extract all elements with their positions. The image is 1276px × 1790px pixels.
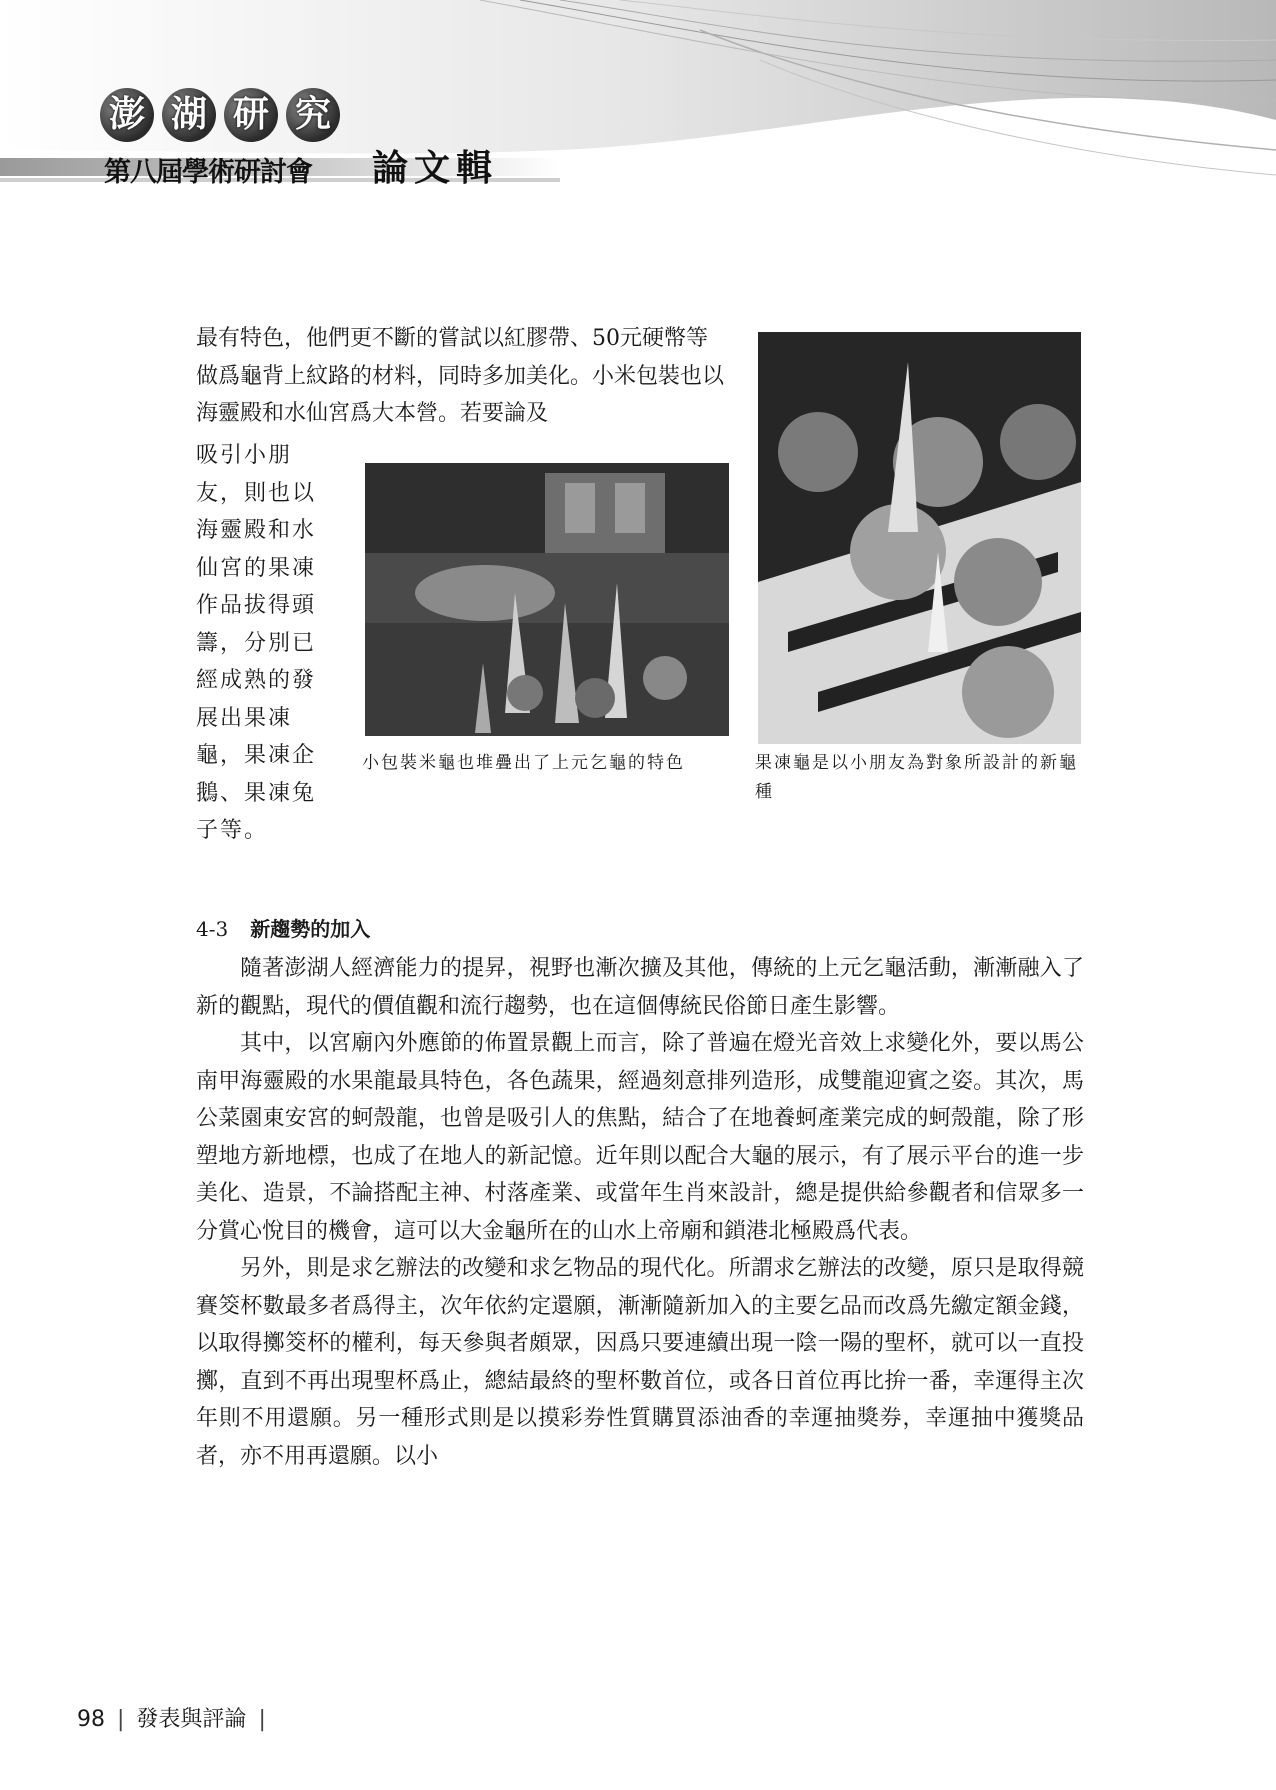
footer-section: 發表與評論 xyxy=(136,1707,247,1732)
logo-char: 湖 xyxy=(162,88,216,142)
photo-placeholder xyxy=(365,463,729,736)
body-paragraph: 其中，以宮廟內外應節的佈置景觀上而言，除了普遍在燈光音效上求變化外，要以馬公南甲海靈殿的水果龍最具特色，各色蔬果，經過刻意排列造形，成雙龍迎賓之姿。其次，馬公菜園東安宮的蚵殼龍，也曾是吸引人的焦點，結合了在地養蚵產業完成的蚵殼龍，除了形塑地方新地標，也成了在地人的新記憶。近年則以配合大龜的展示，有了展示平台的進一步美化、造景，不論搭配主神、村落產業、或當年生肖來設計，總是提供給參觀者和信眾多一分賞心悅目的機會，這可以大金龜所在的山水上帝廟和鎖港北極殿爲代表。 xyxy=(196,1031,1084,1244)
journal-subtitle: 第八屆學術研討會 xyxy=(104,157,312,188)
body-paragraph: 隨著澎湖人經濟能力的提昇，視野也漸次擴及其他，傳統的上元乞龜活動，漸漸融入了新的觀點，現代的價值觀和流行趨勢，也在這個傳統民俗節日產生影響。 xyxy=(196,956,1084,1019)
figure-caption: 果凍龜是以小朋友為對象所設計的新龜種 xyxy=(755,753,1078,802)
rice-turtle-photo xyxy=(365,463,729,736)
photo-placeholder xyxy=(758,332,1081,744)
figure-caption: 小包裝米龜也堆疊出了上元乞龜的特色 xyxy=(362,753,685,773)
body-text xyxy=(196,950,1084,1475)
footer-divider: | xyxy=(117,1707,125,1732)
intro-paragraph: 最有特色，他們更不斷的嘗試以紅膠帶、50元硬幣等做爲龜背上紋路的材料，同時多加美化。小米包裝也以海靈殿和水仙宮爲大本營。若要論及 xyxy=(196,326,725,426)
wrapped-paragraph: 吸引小朋友，則也以海靈殿和水仙宮的果凍作品拔得頭籌，分別已經成熟的發展出果凍龜，果凍企鵝、果凍兔子等。 xyxy=(196,443,317,843)
body-paragraph: 另外，則是求乞辦法的改變和求乞物品的現代化。所謂求乞辦法的改變，原只是取得競賽筊杯數最多者爲得主，次年依約定還願，漸漸隨新加入的主要乞品而改爲先繳定額金錢，以取得擲筊杯的權利，每天參與者頗眾，因爲只要連續出現一陰一陽的聖杯，就可以一直投擲，直到不再出現聖杯爲止，總結最終的聖杯數首位，或各日首位再比拚一番，幸運得主次年則不用還願。另一種形式則是以摸彩券性質購買添油香的幸運抽獎券，幸運抽中獲獎品者，亦不用再還願。以小 xyxy=(196,1256,1084,1469)
journal-logo xyxy=(100,88,340,142)
header-banner xyxy=(0,0,1276,220)
jelly-turtle-photo xyxy=(758,332,1081,744)
page-number: 98 xyxy=(77,1707,105,1732)
logo-char: 研 xyxy=(224,88,278,142)
page-footer xyxy=(77,1702,278,1733)
footer-divider: | xyxy=(258,1707,266,1732)
section-title-text: 新趨勢的加入 xyxy=(250,917,371,941)
logo-char: 究 xyxy=(286,88,340,142)
journal-subtitle-suffix: 論文輯 xyxy=(372,147,499,189)
logo-char: 澎 xyxy=(100,88,154,142)
section-heading xyxy=(196,913,370,942)
section-number: 4-3 xyxy=(196,917,229,941)
